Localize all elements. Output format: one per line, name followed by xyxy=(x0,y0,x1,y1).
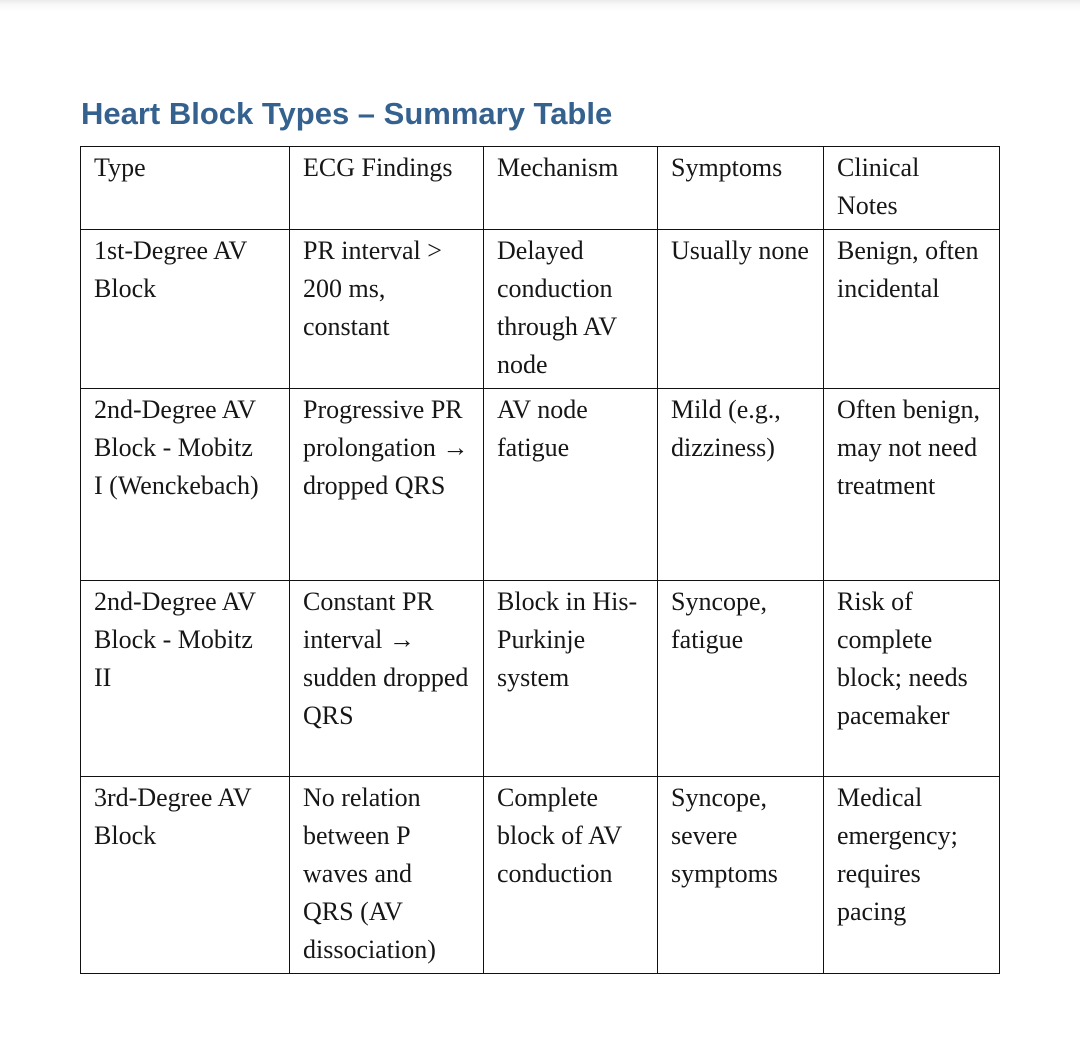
page-title: Heart Block Types – Summary Table xyxy=(81,96,613,131)
cell-symptoms: Mild (e.g., dizziness) xyxy=(658,389,824,581)
cell-notes: Medical emergency; requires pacing xyxy=(824,777,1000,974)
cell-type: 2nd-Degree AV Block - Mobitz I (Wenckebach) xyxy=(81,389,290,581)
cell-ecg: No relation between P waves and QRS (AV dissociation) xyxy=(290,777,484,974)
cell-mechanism: Delayed conduction through AV node xyxy=(484,230,658,389)
cell-type: 3rd-Degree AV Block xyxy=(81,777,290,974)
table-header-row xyxy=(81,147,1000,230)
page-top-edge xyxy=(0,0,1080,12)
column-header-type: Type xyxy=(81,147,290,230)
column-header-symptoms: Symptoms xyxy=(658,147,824,230)
column-header-mechanism: Mechanism xyxy=(484,147,658,230)
table-row-first-degree xyxy=(81,230,1000,389)
cell-symptoms: Syncope, severe symptoms xyxy=(658,777,824,974)
cell-notes: Risk of complete block; needs pacemaker xyxy=(824,581,1000,777)
table-row-mobitz-2 xyxy=(81,581,1000,777)
cell-type: 2nd-Degree AV Block - Mobitz II xyxy=(81,581,290,777)
cell-notes: Often benign, may not need treatment xyxy=(824,389,1000,581)
cell-symptoms: Syncope, fatigue xyxy=(658,581,824,777)
cell-ecg: Constant PR interval → sudden dropped QRS xyxy=(290,581,484,777)
cell-ecg: PR interval > 200 ms, constant xyxy=(290,230,484,389)
cell-mechanism: Block in His-Purkinje system xyxy=(484,581,658,777)
cell-mechanism: Complete block of AV conduction xyxy=(484,777,658,974)
document-content xyxy=(80,95,1000,974)
heart-block-summary-table xyxy=(80,146,1000,974)
cell-mechanism: AV node fatigue xyxy=(484,389,658,581)
cell-ecg: Progressive PR prolongation → dropped QRS xyxy=(290,389,484,581)
cell-symptoms: Usually none xyxy=(658,230,824,389)
table-row-mobitz-1 xyxy=(81,389,1000,581)
cell-notes: Benign, often incidental xyxy=(824,230,1000,389)
cell-type: 1st-Degree AV Block xyxy=(81,230,290,389)
table-row-third-degree xyxy=(81,777,1000,974)
column-header-ecg: ECG Findings xyxy=(290,147,484,230)
column-header-notes: Clinical Notes xyxy=(824,147,1000,230)
